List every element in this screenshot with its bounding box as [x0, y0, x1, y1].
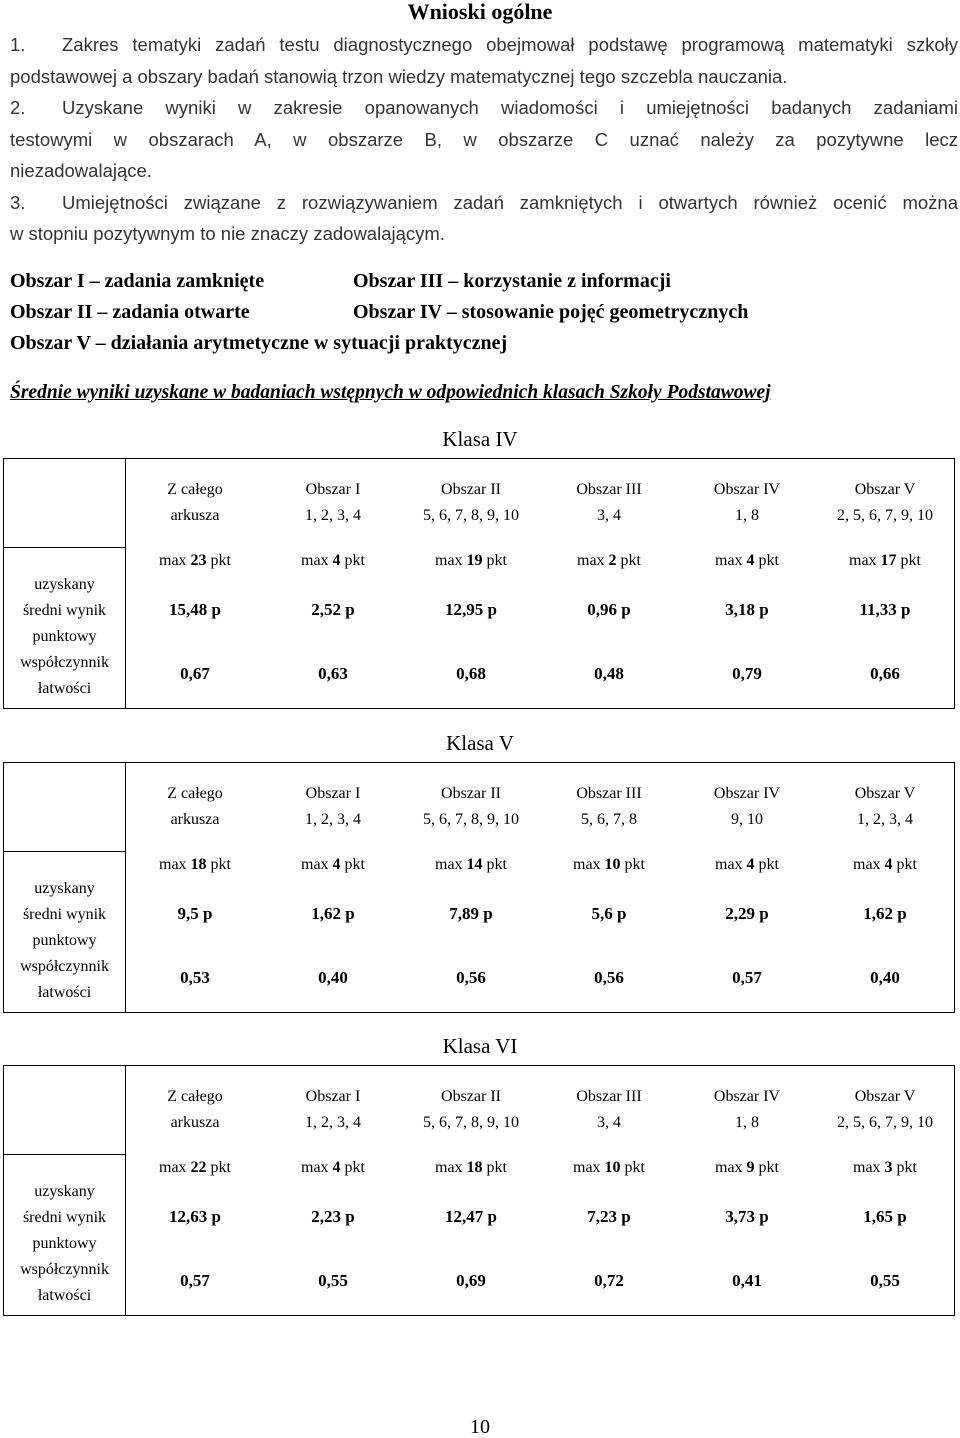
- section-subtitle: Średnie wyniki uzyskane w badaniach wstępnych w odpowiednich klasach Szkoły Podstawowej: [10, 382, 771, 403]
- max-points-cell: [264, 1155, 402, 1187]
- area-header: [264, 459, 402, 547]
- avg-score-value: 11,33 p: [859, 599, 911, 619]
- max-points-cell: [402, 1155, 540, 1187]
- values-cell: [126, 548, 955, 709]
- avg-score-value: 1,62 p: [863, 903, 907, 923]
- avg-score-value: 0,96 p: [587, 599, 631, 619]
- page-title: Wnioski ogólne: [407, 0, 553, 24]
- area-header: [816, 763, 954, 851]
- easiness-coef-label: łatwości: [37, 1287, 92, 1304]
- easiness-coef-value: 0,67: [180, 663, 210, 683]
- max-suffix: pkt: [340, 1158, 365, 1176]
- area-header-tasks: 1, 2, 3, 4: [305, 507, 361, 525]
- max-prefix: max: [159, 551, 191, 569]
- conclusion-item: [10, 187, 958, 250]
- conclusion-number: 2.: [10, 97, 26, 118]
- max-points-number: 3: [884, 1158, 893, 1176]
- row-labels-cell: [4, 548, 126, 709]
- row-labels-cell: [4, 1155, 126, 1316]
- avg-score-value: 12,47 p: [445, 1206, 497, 1226]
- max-prefix: max: [715, 1158, 747, 1176]
- max-prefix: max: [435, 855, 467, 873]
- easiness-coef-label: współczynnik: [20, 1261, 109, 1278]
- avg-score-value: 3,18 p: [725, 599, 769, 619]
- max-prefix: max: [301, 1158, 333, 1176]
- max-points-cell: [678, 852, 816, 884]
- max-suffix: pkt: [754, 551, 779, 569]
- max-points-number: 19: [466, 551, 483, 569]
- max-points-cell: [126, 852, 264, 884]
- max-suffix: pkt: [754, 1158, 779, 1176]
- max-points-number: 2: [608, 551, 617, 569]
- easiness-coef-value: 0,40: [870, 967, 900, 987]
- max-prefix: max: [573, 1158, 605, 1176]
- area-header: [816, 459, 954, 547]
- conclusion-line: Zakres tematyki zadań testu diagnostycznego obejmował podstawę programową matematyki szkoły: [62, 34, 958, 55]
- conclusions-list: [10, 29, 958, 250]
- max-suffix: pkt: [482, 855, 507, 873]
- area-header-tasks: 2, 5, 6, 7, 9, 10: [837, 1114, 933, 1132]
- avg-score-value: 7,89 p: [449, 903, 493, 923]
- max-points-number: 4: [884, 855, 893, 873]
- easiness-coef-label: współczynnik: [20, 654, 109, 671]
- area-header: [402, 459, 540, 547]
- max-prefix: max: [301, 551, 333, 569]
- max-suffix: pkt: [616, 551, 641, 569]
- area-header: [678, 1066, 816, 1154]
- avg-score-value: 12,63 p: [169, 1206, 221, 1226]
- max-prefix: max: [435, 551, 467, 569]
- max-suffix: pkt: [340, 855, 365, 873]
- max-points-cell: [816, 852, 954, 884]
- header-cell: [126, 459, 955, 548]
- area-header-name: Obszar III: [576, 481, 642, 499]
- legend-obszar-2: Obszar II – zadania otwarte: [10, 301, 250, 323]
- max-points-cell: [402, 548, 540, 580]
- max-points-cell: [126, 548, 264, 580]
- max-prefix: max: [715, 855, 747, 873]
- easiness-coef-value: 0,66: [870, 663, 900, 683]
- legend-obszar-3: Obszar III – korzystanie z informacji: [353, 270, 671, 292]
- max-suffix: pkt: [754, 855, 779, 873]
- area-header-tasks: 1, 2, 3, 4: [305, 1114, 361, 1132]
- max-points-number: 4: [332, 551, 341, 569]
- area-header: [126, 459, 264, 547]
- values-cell: [126, 852, 955, 1013]
- conclusion-number: 3.: [10, 191, 26, 213]
- easiness-coef-label: współczynnik: [20, 958, 109, 975]
- avg-score-value: 15,48 p: [169, 599, 221, 619]
- area-header-tasks: 5, 6, 7, 8, 9, 10: [423, 1114, 519, 1132]
- max-points-number: 23: [190, 551, 207, 569]
- easiness-coef-value: 0,53: [180, 967, 210, 987]
- area-header: [540, 1066, 678, 1154]
- area-header: [264, 1066, 402, 1154]
- area-header-name: Obszar IV: [713, 785, 781, 803]
- max-prefix: max: [435, 1158, 467, 1176]
- area-header-name: Obszar I: [305, 1088, 361, 1106]
- conclusion-line: Uzyskane wyniki w zakresie opanowanych wiadomości i umiejętności badanych zadaniami: [62, 97, 958, 118]
- area-legend: [10, 266, 950, 359]
- area-header: [402, 763, 540, 851]
- area-header-tasks: arkusza: [170, 507, 220, 525]
- avg-score-label: punktowy: [32, 932, 97, 949]
- max-suffix: pkt: [892, 855, 917, 873]
- easiness-coef-value: 0,68: [456, 663, 486, 683]
- max-points-number: 4: [746, 551, 755, 569]
- easiness-coef-value: 0,69: [456, 1270, 486, 1290]
- max-suffix: pkt: [896, 551, 921, 569]
- class-results-table: [3, 1065, 955, 1316]
- area-header-name: Obszar V: [854, 481, 916, 499]
- area-header: [816, 1066, 954, 1154]
- easiness-coef-label: łatwości: [37, 680, 92, 697]
- max-points-number: 4: [746, 855, 755, 873]
- row-labels-cell: [4, 852, 126, 1013]
- avg-score-value: 1,62 p: [311, 903, 355, 923]
- max-prefix: max: [159, 855, 191, 873]
- area-header-tasks: 5, 6, 7, 8: [581, 811, 637, 829]
- easiness-coef-value: 0,55: [318, 1270, 348, 1290]
- avg-score-label: uzyskany: [34, 1183, 95, 1200]
- area-header-tasks: 3, 4: [597, 507, 621, 525]
- max-points-number: 4: [332, 1158, 341, 1176]
- conclusion-line: niezadowalające.: [10, 160, 152, 181]
- area-header: [540, 763, 678, 851]
- avg-score-value: 2,52 p: [311, 599, 355, 619]
- easiness-coef-value: 0,40: [318, 967, 348, 987]
- max-suffix: pkt: [620, 1158, 645, 1176]
- area-header-name: Z całego: [167, 1088, 223, 1106]
- max-points-cell: [816, 1155, 954, 1187]
- max-prefix: max: [301, 855, 333, 873]
- max-suffix: pkt: [620, 855, 645, 873]
- max-points-cell: [264, 852, 402, 884]
- avg-score-value: 1,65 p: [863, 1206, 907, 1226]
- max-points-cell: [126, 1155, 264, 1187]
- page-number: 10: [470, 1416, 490, 1438]
- easiness-coef-value: 0,55: [870, 1270, 900, 1290]
- area-header-tasks: 1, 8: [735, 507, 759, 525]
- max-points-number: 18: [190, 855, 207, 873]
- easiness-coef-label: łatwości: [37, 984, 92, 1001]
- area-header-name: Obszar III: [576, 1088, 642, 1106]
- area-header: [402, 1066, 540, 1154]
- conclusion-line: w stopniu pozytywnym to nie znaczy zadowalającym.: [10, 223, 445, 244]
- area-header-name: Obszar II: [441, 785, 501, 803]
- max-points-cell: [540, 548, 678, 580]
- area-header-tasks: arkusza: [170, 1114, 220, 1132]
- max-points-cell: [678, 548, 816, 580]
- max-points-number: 14: [466, 855, 483, 873]
- max-points-number: 4: [332, 855, 341, 873]
- area-header-name: Obszar II: [441, 481, 501, 499]
- area-header-tasks: 3, 4: [597, 1114, 621, 1132]
- class-results-table: [3, 458, 955, 709]
- max-suffix: pkt: [206, 855, 231, 873]
- area-header-name: Obszar I: [305, 785, 361, 803]
- easiness-coef-value: 0,63: [318, 663, 348, 683]
- easiness-coef-value: 0,56: [456, 967, 486, 987]
- legend-obszar-4: Obszar IV – stosowanie pojęć geometrycznych: [353, 301, 749, 323]
- empty-corner-cell: [4, 1066, 126, 1155]
- area-header-name: Z całego: [167, 785, 223, 803]
- area-header-tasks: arkusza: [170, 811, 220, 829]
- max-suffix: pkt: [340, 551, 365, 569]
- area-header-tasks: 1, 2, 3, 4: [857, 811, 913, 829]
- max-points-number: 10: [604, 1158, 621, 1176]
- area-header-name: Obszar IV: [713, 1088, 781, 1106]
- conclusion-line: testowymi w obszarach A, w obszarze B, w obszarze C uznać należy za pozytywne lecz: [10, 128, 958, 150]
- empty-corner-cell: [4, 763, 126, 852]
- legend-obszar-5: Obszar V – działania arytmetyczne w sytuacji praktycznej: [10, 332, 508, 354]
- max-points-number: 18: [466, 1158, 483, 1176]
- area-header-name: Obszar I: [305, 481, 361, 499]
- max-suffix: pkt: [206, 1158, 231, 1176]
- class-title: Klasa IV: [442, 427, 518, 451]
- area-header-name: Obszar IV: [713, 481, 781, 499]
- max-points-cell: [540, 852, 678, 884]
- max-points-cell: [540, 1155, 678, 1187]
- max-points-number: 17: [880, 551, 897, 569]
- easiness-coef-value: 0,56: [594, 967, 624, 987]
- avg-score-label: punktowy: [32, 628, 97, 645]
- max-points-number: 22: [190, 1158, 207, 1176]
- class-results-table: [3, 762, 955, 1013]
- max-prefix: max: [853, 1158, 885, 1176]
- area-header: [678, 459, 816, 547]
- easiness-coef-value: 0,48: [594, 663, 624, 683]
- easiness-coef-value: 0,72: [594, 1270, 624, 1290]
- avg-score-value: 2,23 p: [311, 1206, 355, 1226]
- area-header-tasks: 1, 2, 3, 4: [305, 811, 361, 829]
- conclusion-item: [10, 29, 958, 92]
- area-header-tasks: 9, 10: [731, 811, 763, 829]
- max-prefix: max: [159, 1158, 191, 1176]
- avg-score-label: uzyskany: [34, 576, 95, 593]
- avg-score-value: 12,95 p: [445, 599, 497, 619]
- legend-obszar-1: Obszar I – zadania zamknięte: [10, 270, 265, 292]
- area-header: [126, 763, 264, 851]
- avg-score-label: średni wynik: [22, 1209, 107, 1226]
- area-header-tasks: 5, 6, 7, 8, 9, 10: [423, 507, 519, 525]
- max-points-cell: [264, 548, 402, 580]
- conclusion-item: [10, 92, 958, 187]
- conclusion-line: Umiejętności związane z rozwiązywaniem zadań zamkniętych i otwartych również ocenić można: [62, 191, 958, 213]
- avg-score-label: punktowy: [32, 1235, 97, 1252]
- header-cell: [126, 763, 955, 852]
- avg-score-value: 9,5 p: [177, 903, 213, 923]
- max-suffix: pkt: [482, 551, 507, 569]
- max-prefix: max: [577, 551, 609, 569]
- max-prefix: max: [849, 551, 881, 569]
- avg-score-label: średni wynik: [22, 602, 107, 619]
- max-points-number: 10: [604, 855, 621, 873]
- easiness-coef-value: 0,57: [732, 967, 762, 987]
- max-points-cell: [402, 852, 540, 884]
- avg-score-value: 3,73 p: [725, 1206, 769, 1226]
- area-header: [264, 763, 402, 851]
- max-suffix: pkt: [482, 1158, 507, 1176]
- easiness-coef-value: 0,79: [732, 663, 762, 683]
- area-header-tasks: 1, 8: [735, 1114, 759, 1132]
- conclusion-line: podstawowej a obszary badań stanowią trzon wiedzy matematycznej tego szczebla nauczania.: [10, 65, 788, 87]
- area-header-name: Obszar V: [854, 785, 916, 803]
- easiness-coef-value: 0,57: [180, 1270, 210, 1290]
- area-header-name: Obszar II: [441, 1088, 501, 1106]
- area-header-tasks: 2, 5, 6, 7, 9, 10: [837, 507, 933, 525]
- max-prefix: max: [715, 551, 747, 569]
- area-header-name: Obszar V: [854, 1088, 916, 1106]
- class-title: Klasa V: [446, 731, 514, 755]
- max-points-number: 9: [746, 1158, 755, 1176]
- max-suffix: pkt: [892, 1158, 917, 1176]
- avg-score-label: uzyskany: [34, 880, 95, 897]
- conclusion-number: 1.: [10, 34, 26, 55]
- header-cell: [126, 1066, 955, 1155]
- avg-score-value: 5,6 p: [591, 903, 627, 923]
- area-header-name: Obszar III: [576, 785, 642, 803]
- max-prefix: max: [853, 855, 885, 873]
- max-points-cell: [678, 1155, 816, 1187]
- avg-score-value: 7,23 p: [587, 1206, 631, 1226]
- values-cell: [126, 1155, 955, 1316]
- area-header-tasks: 5, 6, 7, 8, 9, 10: [423, 811, 519, 829]
- class-title: Klasa VI: [442, 1034, 518, 1058]
- easiness-coef-value: 0,41: [732, 1270, 762, 1290]
- max-suffix: pkt: [206, 551, 231, 569]
- avg-score-label: średni wynik: [22, 906, 107, 923]
- area-header: [678, 763, 816, 851]
- area-header-name: Z całego: [167, 481, 223, 499]
- avg-score-value: 2,29 p: [725, 903, 769, 923]
- max-prefix: max: [573, 855, 605, 873]
- area-header: [540, 459, 678, 547]
- max-points-cell: [816, 548, 954, 580]
- empty-corner-cell: [4, 459, 126, 548]
- area-header: [126, 1066, 264, 1154]
